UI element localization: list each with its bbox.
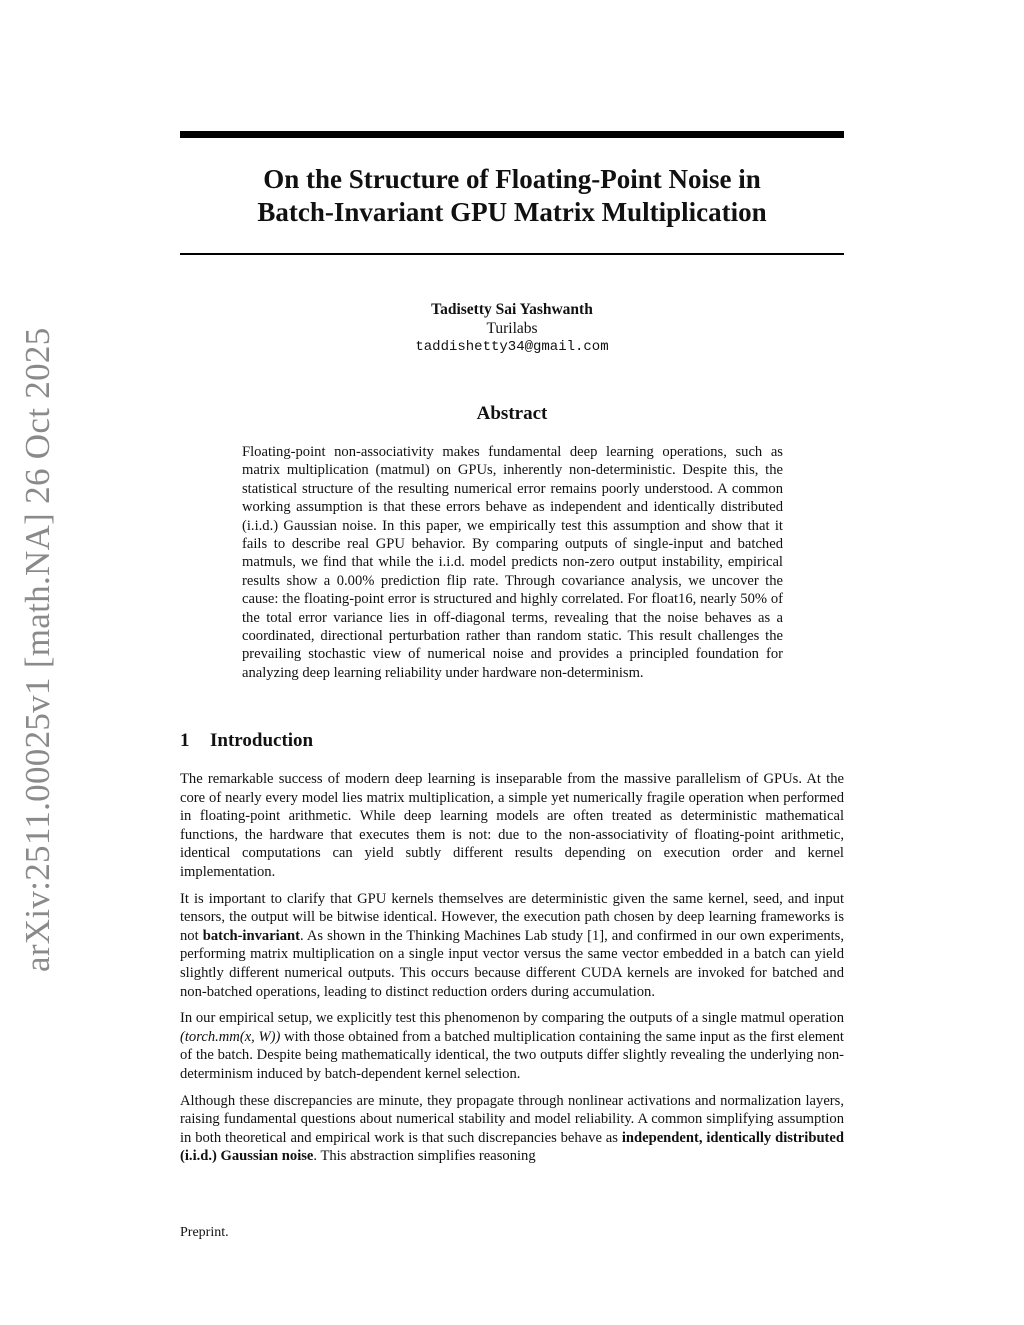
- abstract-text: Floating-point non-associativity makes fundamental deep learning operations, such as matrix multiplication (matmul) on GPUs, inherently non-deterministic. Despite this, the statistical structure of the resulting numerical error remains poorly understood. A common working assumption is that these errors behave as independent and identically distributed (i.i.d.) Gaussian noise. In this paper, we empirically test this assumption and show that it fails to describe real GPU behavior. By comparing outputs of single-input and batched matmuls, we find that while the i.i.d. model predicts non-zero output instability, empirical results show a 0.00% prediction flip rate. Through covariance analysis, we uncover the cause: the floating-point error is structured and highly correlated. For float16, nearly 50% of the total error variance lies in off-diagonal terms, revealing that the noise behaves as a coordinated, directional perturbation rather than random static. This result challenges the prevailing stochastic view of numerical noise and provides a principled foundation for analyzing deep learning reliability under hardware non-determinism.: [242, 444, 783, 681]
- intro-p3-text-b: with those obtained from a batched multiplication containing the same input as the first element of the batch. Despite being mathematically identical, the two outputs differ slightly revealing the underlying non-determinism induced by batch-dependent kernel selection.: [180, 1028, 844, 1082]
- section-title: Introduction: [210, 730, 314, 751]
- intro-p2-text-b: . As shown in the Thinking Machines Lab study [1], and confirmed in our own experiments, performing matrix multiplication on a single input vector versus the same vector embedded in a batch can yield slightly different numerical outputs. This occurs because different CUDA kernels are invoked for batched and non-batched operations, leading to distinct reduction orders during accumulation.: [180, 927, 844, 1000]
- intro-p2-text-a: It is important to clarify that GPU kernels themselves are deterministic given the same kernel, seed, and input tensors, the output will be bitwise identical. However, the execution path chosen by deep learning frameworks is not: [180, 890, 844, 944]
- intro-p4-text-b: . This abstraction simplifies reasoning: [313, 1148, 536, 1165]
- intro-paragraph-2: [180, 890, 844, 1002]
- intro-paragraph-1: The remarkable success of modern deep learning is inseparable from the massive parallelism of GPUs. At the core of nearly every model lies matrix multiplication, a simple yet numerically fragile operation when performed in floating-point arithmetic. While deep learning models are often treated as deterministic mathematical functions, the hardware that executes them is not: due to the non-associativity of floating-point arithmetic, identical computations can yield subtly different results depending on execution order and kernel implementation.: [180, 771, 844, 880]
- intro-p3-math: (torch.mm(x, W)): [180, 1028, 281, 1045]
- intro-p4-bold: independent, identically distributed (i.i.d.) Gaussian noise: [180, 1129, 845, 1165]
- author-name: Tadisetty Sai Yashwanth: [431, 301, 593, 318]
- arxiv-identifier: arXiv:2511.00025v1 [math.NA] 26 Oct 2025: [18, 327, 57, 972]
- abstract-heading: Abstract: [476, 403, 548, 424]
- intro-paragraph-3: [180, 1009, 844, 1083]
- title-line-2: Batch-Invariant GPU Matrix Multiplication: [257, 197, 767, 227]
- footer-preprint: Preprint.: [180, 1225, 229, 1240]
- intro-paragraph-4: [180, 1092, 844, 1166]
- title-line-1: On the Structure of Floating-Point Noise in: [263, 164, 761, 194]
- author-affiliation: Turilabs: [486, 320, 538, 337]
- author-email: taddishetty34@gmail.com: [415, 339, 609, 355]
- section-number: 1: [180, 730, 190, 751]
- intro-p3-text-a: In our empirical setup, we explicitly test this phenomenon by comparing the outputs of a single matmul operation: [180, 1010, 844, 1027]
- section-heading-introduction: [180, 730, 313, 752]
- author-block: [180, 300, 844, 357]
- intro-p2-bold: batch-invariant: [202, 927, 300, 944]
- title-top-rule: [180, 131, 844, 138]
- intro-p4-text-a: Although these discrepancies are minute, they propagate through nonlinear activations and normalization layers, raising fundamental questions about numerical stability and model reliability. A common simplifying assumption in both theoretical and empirical work is that such discrepancies behave as: [180, 1092, 844, 1146]
- introduction-body: [180, 770, 844, 1174]
- paper-title: [180, 163, 844, 229]
- title-bottom-rule: [180, 253, 844, 255]
